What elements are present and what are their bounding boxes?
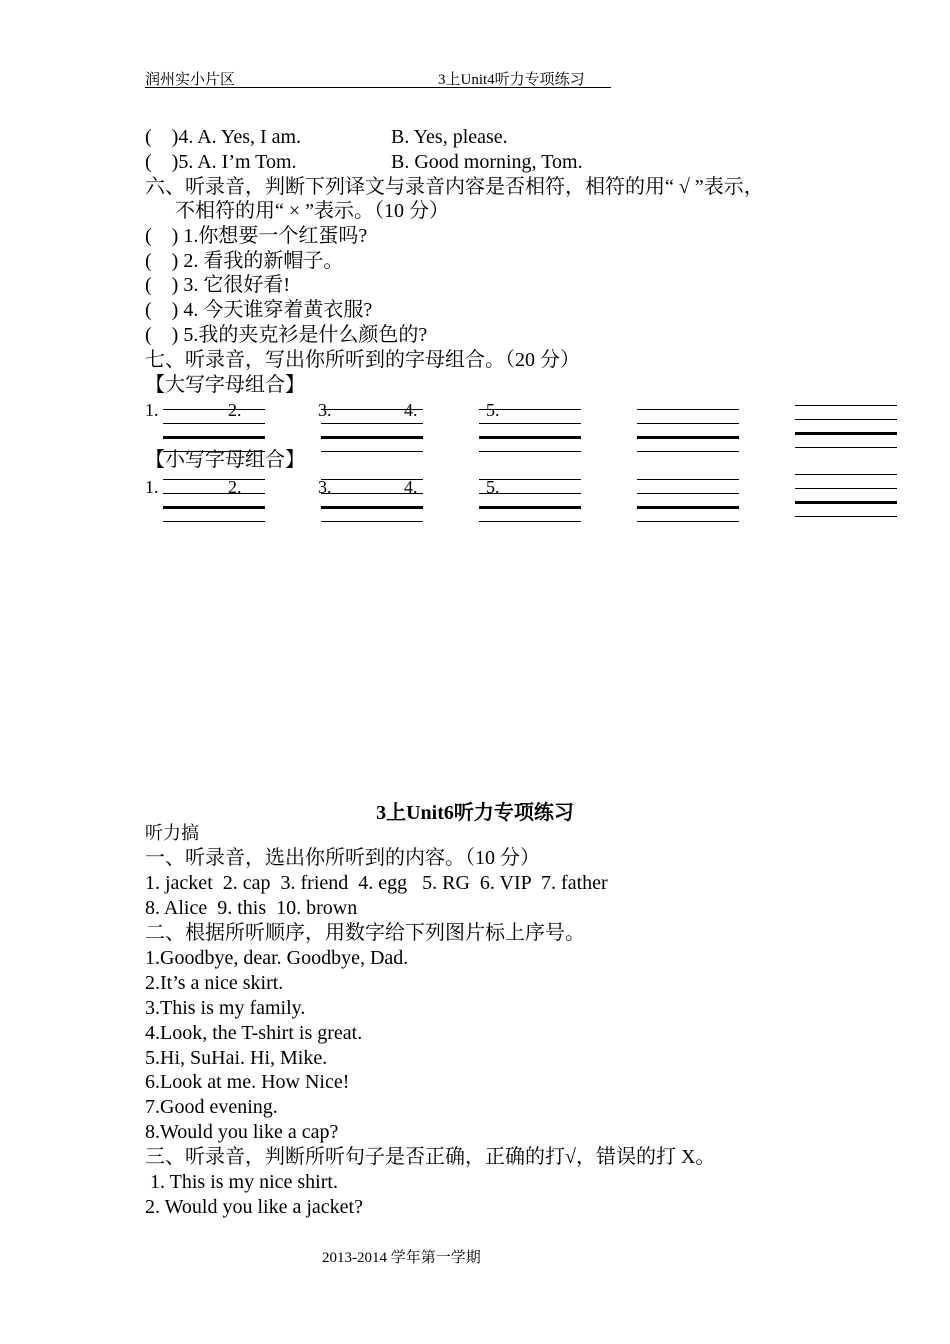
writing-line (479, 436, 581, 439)
writing-line (479, 451, 581, 452)
unit6-section-3-title: 三、听录音，判断所听句子是否正确，正确的打√，错误的打 X。 (145, 1146, 716, 1168)
page-footer: 2013-2014 学年第一学期 (322, 1250, 481, 1266)
writing-line (321, 451, 423, 452)
writing-line (479, 506, 581, 509)
question-4-option-b: B. Yes, please. (391, 126, 508, 148)
header-rule (145, 87, 611, 88)
writing-line (163, 409, 265, 410)
writing-line (795, 432, 897, 435)
section-7-title: 七、听录音，写出你所听到的字母组合。（20 分） (145, 349, 580, 371)
unit6-section-2-item: 3.This is my family. (145, 997, 306, 1019)
unit6-section-2-item: 5.Hi, SuHai. Hi, Mike. (145, 1047, 328, 1069)
section-6-item: ( ) 2. 看我的新帽子。 (145, 250, 344, 272)
question-4-option-a: ( )4. A. Yes, I am. (145, 126, 302, 148)
unit6-section-2-item: 4.Look, the T-shirt is great. (145, 1022, 363, 1044)
uppercase-number: 2. (228, 400, 242, 420)
writing-line (321, 409, 423, 410)
section-6-item: ( ) 5.我的夹克衫是什么颜色的? (145, 324, 428, 346)
unit6-subtitle: 听力搞 (145, 823, 199, 843)
writing-line (479, 423, 581, 424)
writing-line (637, 493, 739, 494)
writing-line (795, 474, 897, 475)
writing-line (479, 521, 581, 522)
writing-line (795, 419, 897, 420)
writing-line (163, 493, 265, 494)
writing-line (479, 493, 581, 494)
writing-line (321, 479, 423, 480)
writing-line (637, 451, 739, 452)
writing-line (637, 506, 739, 509)
unit6-section-2-item: 8.Would you like a cap? (145, 1121, 339, 1143)
unit6-section-2-item: 2.It’s a nice skirt. (145, 972, 284, 994)
writing-line (795, 405, 897, 406)
writing-line (163, 436, 265, 439)
writing-line (321, 493, 423, 494)
writing-line (637, 521, 739, 522)
header-title: 3上Unit4听力专项练习 (438, 72, 585, 88)
unit6-section-1-title: 一、听录音，选出你所听到的内容。（10 分） (145, 847, 540, 869)
lowercase-number: 1. (145, 477, 159, 497)
writing-line (795, 488, 897, 489)
lowercase-label: 【小写字母组合】 (145, 449, 305, 471)
writing-line (795, 516, 897, 517)
writing-line (637, 479, 739, 480)
writing-line (163, 423, 265, 424)
writing-line (321, 506, 423, 509)
uppercase-number: 4. (404, 400, 418, 420)
section-6-item: ( ) 4. 今天谁穿着黄衣服? (145, 299, 373, 321)
header-school: 润州实小片区 (145, 72, 236, 88)
lowercase-number: 4. (404, 477, 418, 497)
writing-line (321, 436, 423, 439)
writing-line (321, 423, 423, 424)
section-6-item: ( ) 1.你想要一个红蛋吗? (145, 225, 368, 247)
writing-line (795, 447, 897, 448)
question-5-option-b: B. Good morning, Tom. (391, 151, 583, 173)
writing-line (479, 479, 581, 480)
section-6-title: 六、听录音，判断下列译文与录音内容是否相符，相符的用“ √ ”表示， (145, 176, 764, 198)
writing-line (479, 409, 581, 410)
lowercase-number: 3. (318, 477, 332, 497)
unit6-section-2-item: 1.Goodbye, dear. Goodbye, Dad. (145, 947, 409, 969)
uppercase-number: 1. (145, 400, 159, 420)
unit6-title: 3上Unit6听力专项练习 (376, 802, 574, 824)
unit6-section-3-item: 1. This is my nice shirt. (145, 1171, 338, 1193)
uppercase-number: 5. (486, 400, 500, 420)
writing-line (637, 409, 739, 410)
section-6-title-cont: 不相符的用“ × ”表示。（10 分） (145, 200, 450, 222)
writing-line (163, 506, 265, 509)
question-5-option-a: ( )5. A. I’m Tom. (145, 151, 297, 173)
uppercase-number: 3. (318, 400, 332, 420)
unit6-section-1-words: 1. jacket 2. cap 3. friend 4. egg 5. RG 6. VIP 7. father (145, 872, 608, 894)
writing-line (163, 479, 265, 480)
lowercase-number: 2. (228, 477, 242, 497)
unit6-section-2-item: 6.Look at me. How Nice! (145, 1071, 350, 1093)
writing-line (163, 521, 265, 522)
unit6-section-1-words: 8. Alice 9. this 10. brown (145, 897, 358, 919)
writing-line (637, 436, 739, 439)
unit6-section-2-item: 7.Good evening. (145, 1096, 278, 1118)
unit6-section-2-title: 二、根据所听顺序，用数字给下列图片标上序号。 (145, 922, 585, 944)
unit6-section-3-item: 2. Would you like a jacket? (145, 1196, 363, 1218)
writing-line (795, 501, 897, 504)
writing-line (321, 521, 423, 522)
uppercase-label: 【大写字母组合】 (145, 374, 305, 396)
section-6-item: ( ) 3. 它很好看! (145, 274, 290, 296)
writing-line (637, 423, 739, 424)
lowercase-number: 5. (486, 477, 500, 497)
